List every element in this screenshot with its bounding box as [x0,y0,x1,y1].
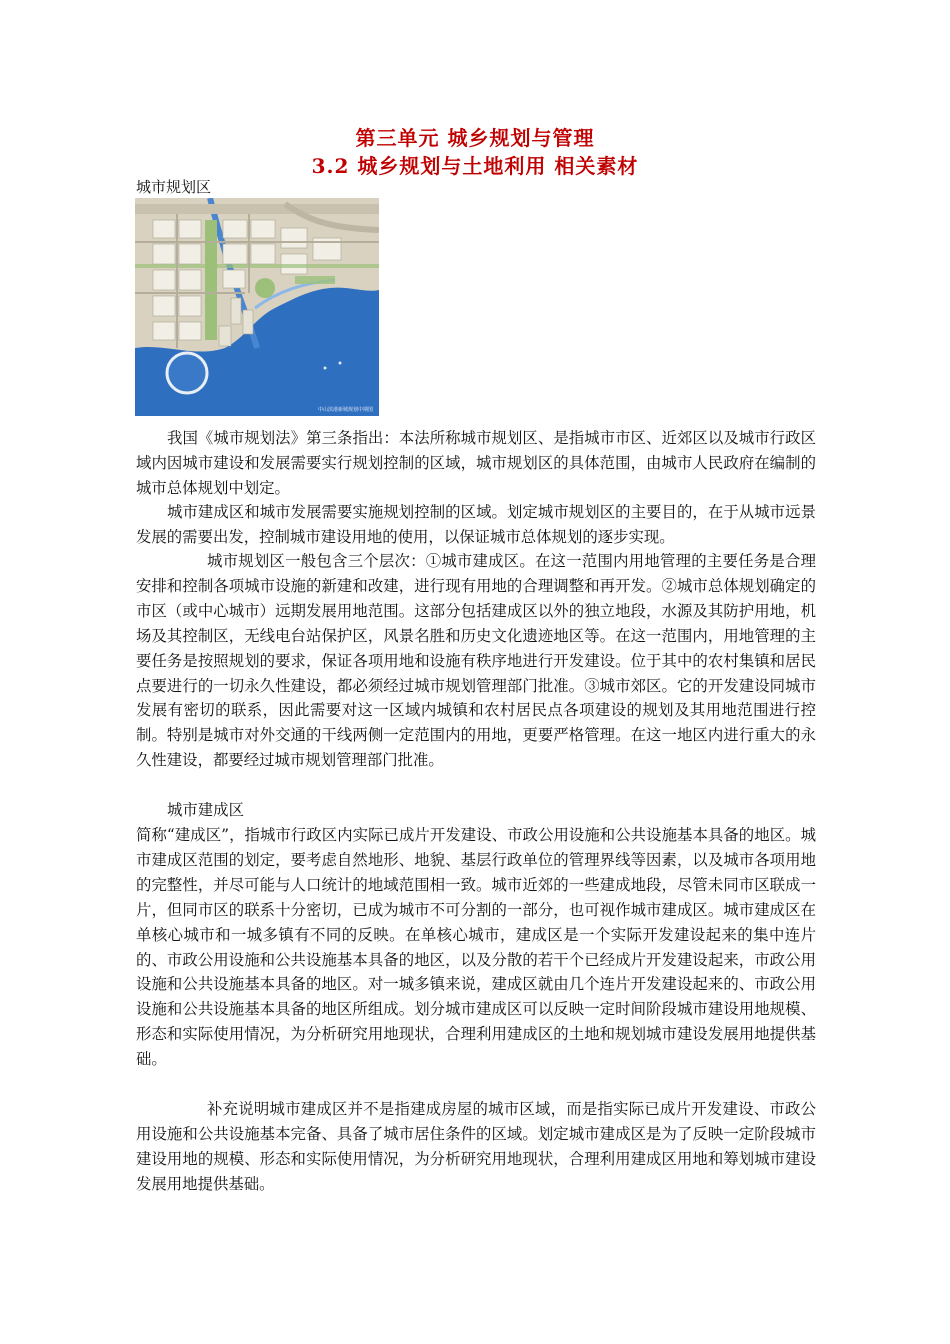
map-credit: 中山滨港新城规划中期图 [317,407,373,413]
paragraph-3: 城市规划区一般包含三个层次：①城市建成区。在这一范围内用地管理的主要任务是合理安排和控制各项城市设施的新建和改建，进行现有用地的合理调整和再开发。②城市总体规划确定的市区（或中心城市）远期发展用地范围。这部分包括建成区以外的独立地段，水源及其防护用地，机场及其控制区，无线电台站保护区，风景名胜和历史文化遗迹地区等。在这一范围内，用地管理的主要任务是按照规划的要求，保证各项用地和设施有秩序地进行开发建设。位于其中的农村集镇和居民点要进行的一切永久性建设，都必须经过城市规划管理部门批准。③城市郊区。它的开发建设同城市发展有密切的联系，因此需要对这一区域内城镇和农村居民点各项建设的规划及其用地范围进行控制。特别是城市对外交通的干线两侧一定范围内的用地，更要严格管理。在这一地区内进行重大的永久性建设，都要经过城市规划管理部门批准。 [136,552,816,770]
paragraph-4: 简称“建成区”，指城市行政区内实际已成片开发建设、市政公用设施和公共设施基本具备的地区。城市建成区范围的划定，要考虑自然地形、地貌、基层行政单位的管理界线等因素，以及城市各项用地的完整性，并尽可能与人口统计的地域范围相一致。城市近郊的一些建成地段，尽管未同市区联成一片，但同市区的联系十分密切，已成为城市不可分割的一部分，也可视作城市建成区。城市建成区在单核心城市和一城多镇有不同的反映。在单核心城市，建成区是一个实际开发建设起来的集中连片的、市政公用设施和公共设施基本具备的地区，以及分散的若干个已经成片开发建设起来，市政公用设施和公共设施基本具备的地区。对一城多镇来说，建成区就由几个连片开发建设起来的、市政公用设施和公共设施基本具备的地区所组成。划分城市建成区可以反映一定时间阶段城市建设用地规模、形态和实际使用情况，为分析研究用地现状，合理利用建成区的土地和规划城市建设发展用地提供基础。 [136,826,816,1069]
city-planning-map [135,198,379,416]
paragraph-5: 补充说明城市建成区并不是指建成房屋的城市区域，而是指实际已成片开发建设、市政公用设施和公共设施基本完备、具备了城市居住条件的区域。划定城市建成区是为了反映一定阶段城市建设用地的规模、形态和实际使用情况，为分析研究用地现状，合理利用建成区用地和筹划城市建设发展用地提供基础。 [136,1100,816,1193]
unit-title: 第三单元 城乡规划与管理 [355,126,595,150]
subheading-built-up-area: 城市建成区 [167,801,244,819]
paragraph-1: 我国《城市规划法》第三条指出：本法所称城市规划区、是指城市市区、近郊区以及城市行政区域内因城市建设和发展需要实行规划控制的区域，城市规划区的具体范围，由城市人民政府在编制的城市总体规划中划定。 [136,429,816,497]
figure-caption: 城市规划区 [136,178,212,196]
paragraph-2: 城市建成区和城市发展需要实施规划控制的区域。划定城市规划区的主要目的，在于从城市远景发展的需要出发，控制城市建设用地的使用，以保证城市总体规划的逐步实现。 [136,503,816,546]
section-title: 3.2 城乡规划与土地利用 相关素材 [311,154,639,178]
